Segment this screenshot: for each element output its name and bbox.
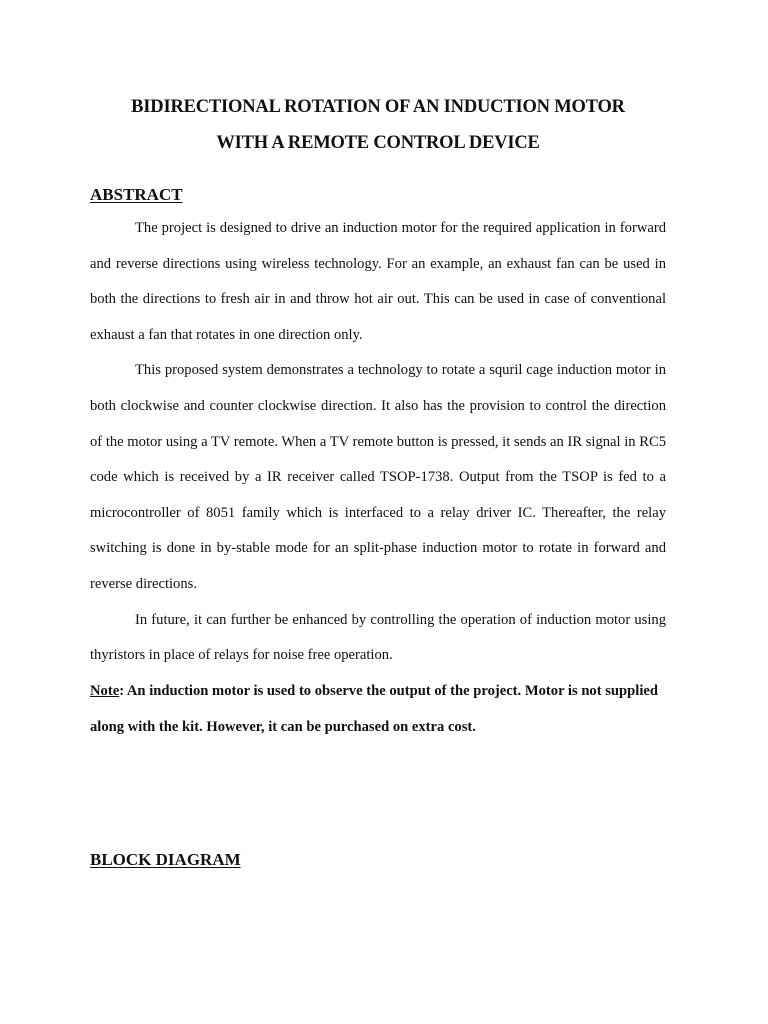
abstract-body: [90, 211, 666, 674]
document-title: [90, 0, 666, 161]
block-diagram-heading: BLOCK DIAGRAM: [90, 850, 241, 869]
abstract-paragraph-1: The project is designed to drive an induction motor for the required application in forward and reverse directions using wireless technology. For an example, an exhaust fan can be used in both the directions to fresh air in and throw hot air out. This can be used in case of conventional exhaust a fan that rotates in one direction only.: [90, 220, 666, 343]
abstract-heading: ABSTRACT: [90, 185, 183, 204]
title-line-2: WITH A REMOTE CONTROL DEVICE: [216, 133, 540, 153]
title-line-1: BIDIRECTIONAL ROTATION OF AN INDUCTION MOTOR: [131, 97, 625, 117]
note-label: Note: [90, 682, 120, 699]
abstract-paragraph-3: In future, it can further be enhanced by controlling the operation of induction motor using thyristors in place of relays for noise free operation.: [90, 611, 666, 664]
note-paragraph: [90, 673, 666, 745]
note-text: : An induction motor is used to observe the output of the project. Motor is not supplied along with the kit. However, it can be purchased on extra cost.: [90, 682, 658, 735]
abstract-paragraph-2: This proposed system demonstrates a technology to rotate a squril cage induction motor in both clockwise and counter clockwise direction. It also has the provision to control the direction of the motor using a TV remote. When a TV remote button is pressed, it sends an IR signal in RC5 code which is received by a IR receiver called TSOP-1738. Output from the TSOP is fed to a microcontroller of 8051 family which is interfaced to a relay driver IC. Thereafter, the relay switching is done in by-stable mode for an split-phase induction motor to rotate in forward and reverse directions.: [90, 362, 666, 592]
